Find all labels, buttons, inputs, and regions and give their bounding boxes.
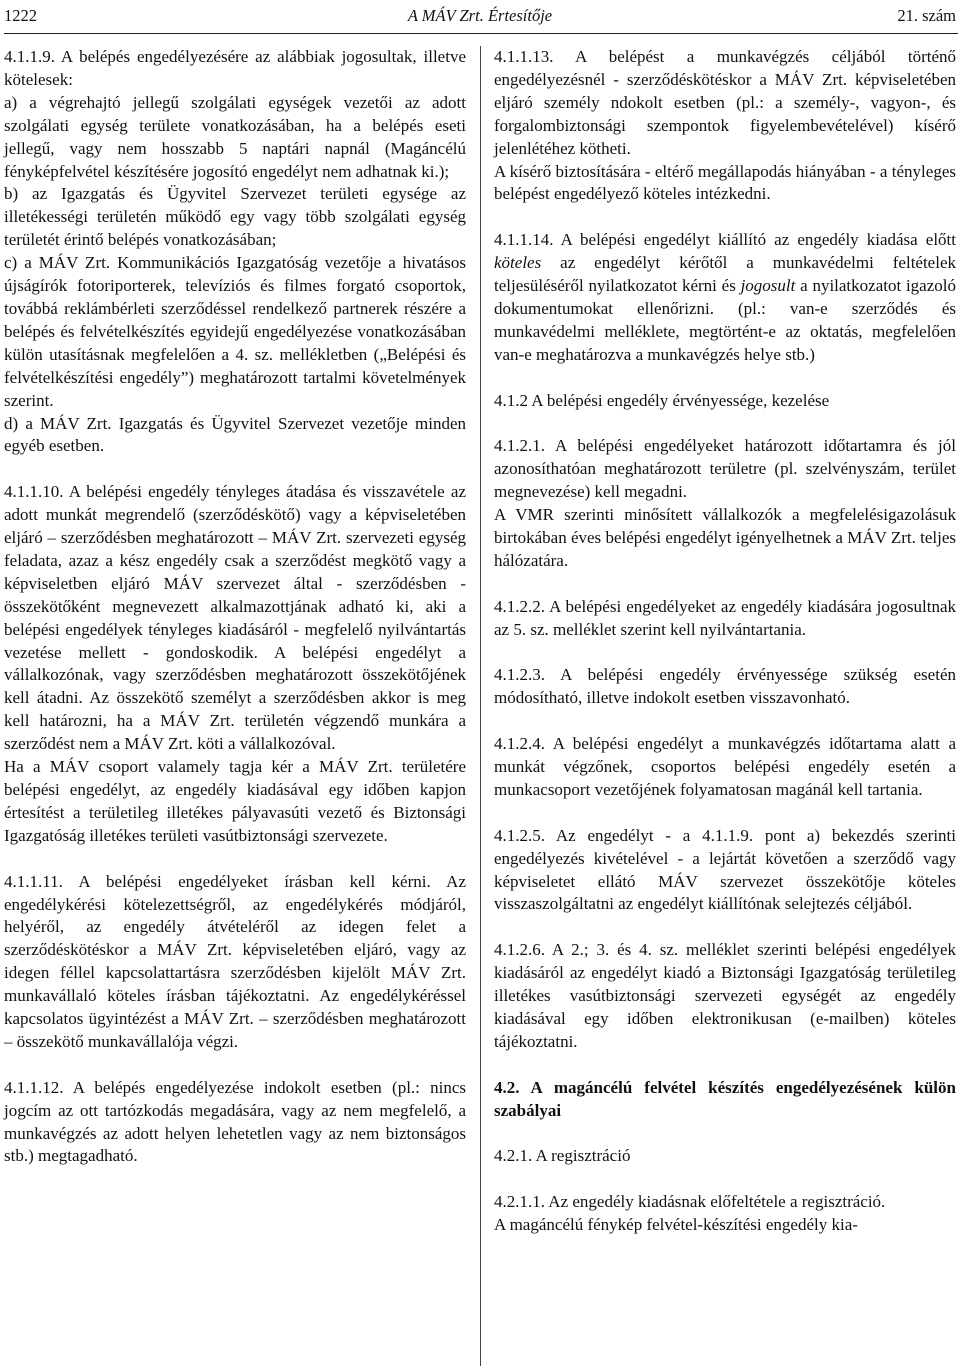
section-4-1-2-2 [494,596,956,642]
paragraph-text: A belépés engedélyezésére az alábbiak jogosultak, illetve kötelesek: [4,47,466,89]
section-number: 4.1.1.11. [4,871,63,891]
paragraph-text: A belépési engedélyt kiállító az engedély kiadása előtt [553,230,956,250]
section-4-1-1-13 [494,46,956,161]
section-number: 4.1.2.4. [494,734,545,754]
section-4-1-2-4 [494,733,956,802]
section-number: 4.1.2.1. [494,436,545,456]
item-b: b) az Igazgatás és Ügyvitel Szervezet területi egysége az illetékességi területén működő egy vagy több szolgálati egység területét érintő belépés vonatkozásában; [4,184,466,250]
paragraph: Ha a MÁV csoport valamely tagja kér a MÁV Zrt. területére belépési engedélyt, az engedély kiadásával egy időben kapjon értesítést a területileg illetékes pályavasúti vezető és Biztonsági Igazgatóság illetékes területi vasútbiztonsági szervezete. [4,757,466,845]
column-divider [480,46,481,1366]
section-heading-4-1-2: 4.1.2 A belépési engedély érvényessége, kezelése [494,390,830,410]
section-number: 4.1.1.9. [4,47,55,66]
paragraph-text: az engedélyt kérőtől a munkavédelmi feltételek teljesüléséről nyilatkozatot kérni és [494,253,956,296]
paragraph-text: A belépési engedély érvényessége szükség esetén módosítható, illetve indokolt esetben visszavonható. [494,665,956,708]
section-number: 4.1.2.2. [494,596,545,616]
section-heading-4-2: 4.2. A magáncélú felvétel készítés engedélyezésének külön szabályai [494,1077,956,1120]
paragraph-text: Az engedély kiadásnak előfeltétele a regisztráció. [545,1192,886,1212]
section-number: 4.1.2.5. [494,825,545,845]
paragraph-text: A belépési engedély tényleges átadása és visszavétele az adott munkát megrendelő (szerződéskötő) vagy a képviseletében eljáró – szerződésben meghatározott – MÁV Zrt. szervezeti egység feladata, azaz a kész engedély csak a szerződést megkötő vagy a képviseletben eljáró MÁV szervezet által - szerződésben - összekötőként megnevezett alkalmazottjának adható ki, aki a belépési engedélyek tényleges kiadásáról - megfelelő nyilvántartás vezetése mellett - gondoskodik. A belépési engedélyt a vállalkozónak, vagy szerződésben meghatározott összekötőjének kell átadni. Az összekötő személyt a szerződésben akkor is meg kell határozni, ha a MÁV Zrt. területén végzendő munkára a szerződést nem a MÁV Zrt. köti a vállalkozóval. [4,482,466,754]
section-4-1-2-5 [494,825,956,917]
paragraph-text: A belépés engedélyezése indokolt esetben (pl.: nincs jogcím az ott tartózkodás megadására, vagy az nem megfelelő, a munkavégzés az adott helyen lehetetlen vagy az nem biztonságos stb.) megtagadható. [4,1077,466,1166]
section-number: 4.1.1.10. [4,482,64,502]
section-4-1-2-1 [494,435,956,504]
section-number: 4.1.1.14. [494,230,554,250]
section-4-1-1-11 [4,871,466,1054]
emphasis-text: köteles [494,253,542,273]
right-column [494,46,956,1237]
page-number: 1222 [4,6,37,25]
paragraph-text: A belépési engedélyeket írásban kell kérni. Az engedélykérési kötelezettségről, az engedélykérés módjáról, helyéről, az engedély átvételéről az idegen felet a szerződéskötéskor a MÁV Zrt. képviseletében eljáró, vagy az idegen féllel kapcsolattartásra szerződésben kijelölt MÁV Zrt. munkavállaló köteles írásban tájékoztatni. Az engedélykéréssel kapcsolatos ügyintézést a MÁV Zrt. – szerződésben meghatározott – összekötő munkavállalója végzi. [4,871,466,1051]
section-4-1-1-9 [4,46,466,92]
paragraph-text: a nyilatkozatot igazoló dokumentumokat ellenőrizni. (pl.: van-e szerződés és munkavédelmi melléklete, megtörtént-e az oktatás, megfelelően van-e meghatározva a munkavégzés helye stb.) [494,276,956,364]
section-4-1-2-6 [494,939,956,1054]
section-number: 4.1.2.6. [494,940,545,960]
item-d: d) a MÁV Zrt. Igazgatás és Ügyvitel Szervezet vezetője minden egyéb esetben. [4,413,466,456]
section-heading-4-2-1: 4.2.1. A regisztráció [494,1146,631,1166]
section-4-1-2-3 [494,664,956,710]
paragraph-text: A 2.; 3. és 4. sz. melléklet szerinti belépési engedélyek kiadásáról az engedélyt kiadó a Biztonsági Igazgatóság területileg illetékes vasútbiztonsági szervezeti egységét az engedély kiadásával egy időben elektronikusan (e-mailben) köteles tájékoztatni. [494,940,956,1051]
paragraph: A VMR szerinti minősített vállalkozók a megfelelésigazolásuk birtokában éves belépési engedélyt igényelhetnek a MÁV Zrt. teljes hálózatára. [494,505,956,570]
paragraph-text: Az engedélyt - a 4.1.1.9. pont a) bekezdés szerinti engedélyezés kivételével - a lejártát követően a szerződő vagy képviseletet ellátó MÁV szervezet összekötője köteles visszaszolgáltatni az engedélyt kiállítónak selejtezés céljából. [494,825,956,914]
section-4-1-1-10 [4,481,466,756]
paragraph-text: A belépési engedélyeket az engedély kiadására jogosultnak az 5. sz. melléklet szerint kell nyilvántartania. [494,596,956,639]
section-4-1-1-12 [4,1077,466,1169]
publication-title: A MÁV Zrt. Értesítője [407,6,553,25]
section-number: 4.1.2.3. [494,665,545,685]
paragraph-text: A belépési engedélyeket határozott időtartamra és jól azonosíthatóan meghatározott területre (pl. szelvényszám, terület megnevezése) kell megadni. [494,436,956,502]
header-rule [4,33,958,34]
section-4-2-1-1 [494,1191,956,1214]
item-c: c) a MÁV Zrt. Kommunikációs Igazgatóság vezetője a hivatásos újságírók fotoriporterek, televíziós és filmes forgató csoportok, továbbá reklámbérleti szerződéssel rendelkező partnerek részére a belépés és felvételkészítés egyidejű engedélyezése vonatkozásában külön utasításnak megfelelően a 4. sz. mellékletben („Belépési és felvételkészítési engedély”) meghatározott tartalmi követelmények szerint. [4,253,466,410]
paragraph-text: A belépést a munkavégzés céljából történő engedélyezésnél - szerződéskötéskor a MÁV Zrt. képviseletében eljáró személy ndokolt esetben (pl.: a személy-, vagyon-, és forgalombiztonsági szempontok figyelembevételével) kísérő jelenlétéhez kötheti. [494,47,956,158]
paragraph: A kísérő biztosítására - eltérő megállapodás hiányában - a tényleges belépést engedélyező köteles intézkedni. [494,161,956,204]
paragraph: A magáncélú fénykép felvétel-készítési engedély kia- [494,1215,858,1235]
section-number: 4.1.1.13. [494,47,554,66]
section-number: 4.2.1.1. [494,1192,545,1212]
page-header [4,6,956,28]
issue-number: 21. szám [897,6,956,25]
left-column [4,46,466,1168]
section-number: 4.1.1.12. [4,1077,64,1097]
section-4-1-1-14 [494,229,956,366]
emphasis-text: jogosult [740,276,796,296]
item-a: a) a végrehajtó jellegű szolgálati egységek vezetői az adott szolgálati egység területe vonatkozásában, ha a belépés eseti jellegű, vagy nem hosszabb 5 naptári napnál (Magáncélú fényképfelvétel készítésére jogosító engedélyt nem adhatnak ki.); [4,92,466,181]
paragraph-text: A belépési engedélyt a munkavégzés időtartama alatt a munkát végzőnek, csoportos belépési engedély esetén a munkacsoport vezetőjének folyamatosan magánál kell tartania. [494,734,956,799]
